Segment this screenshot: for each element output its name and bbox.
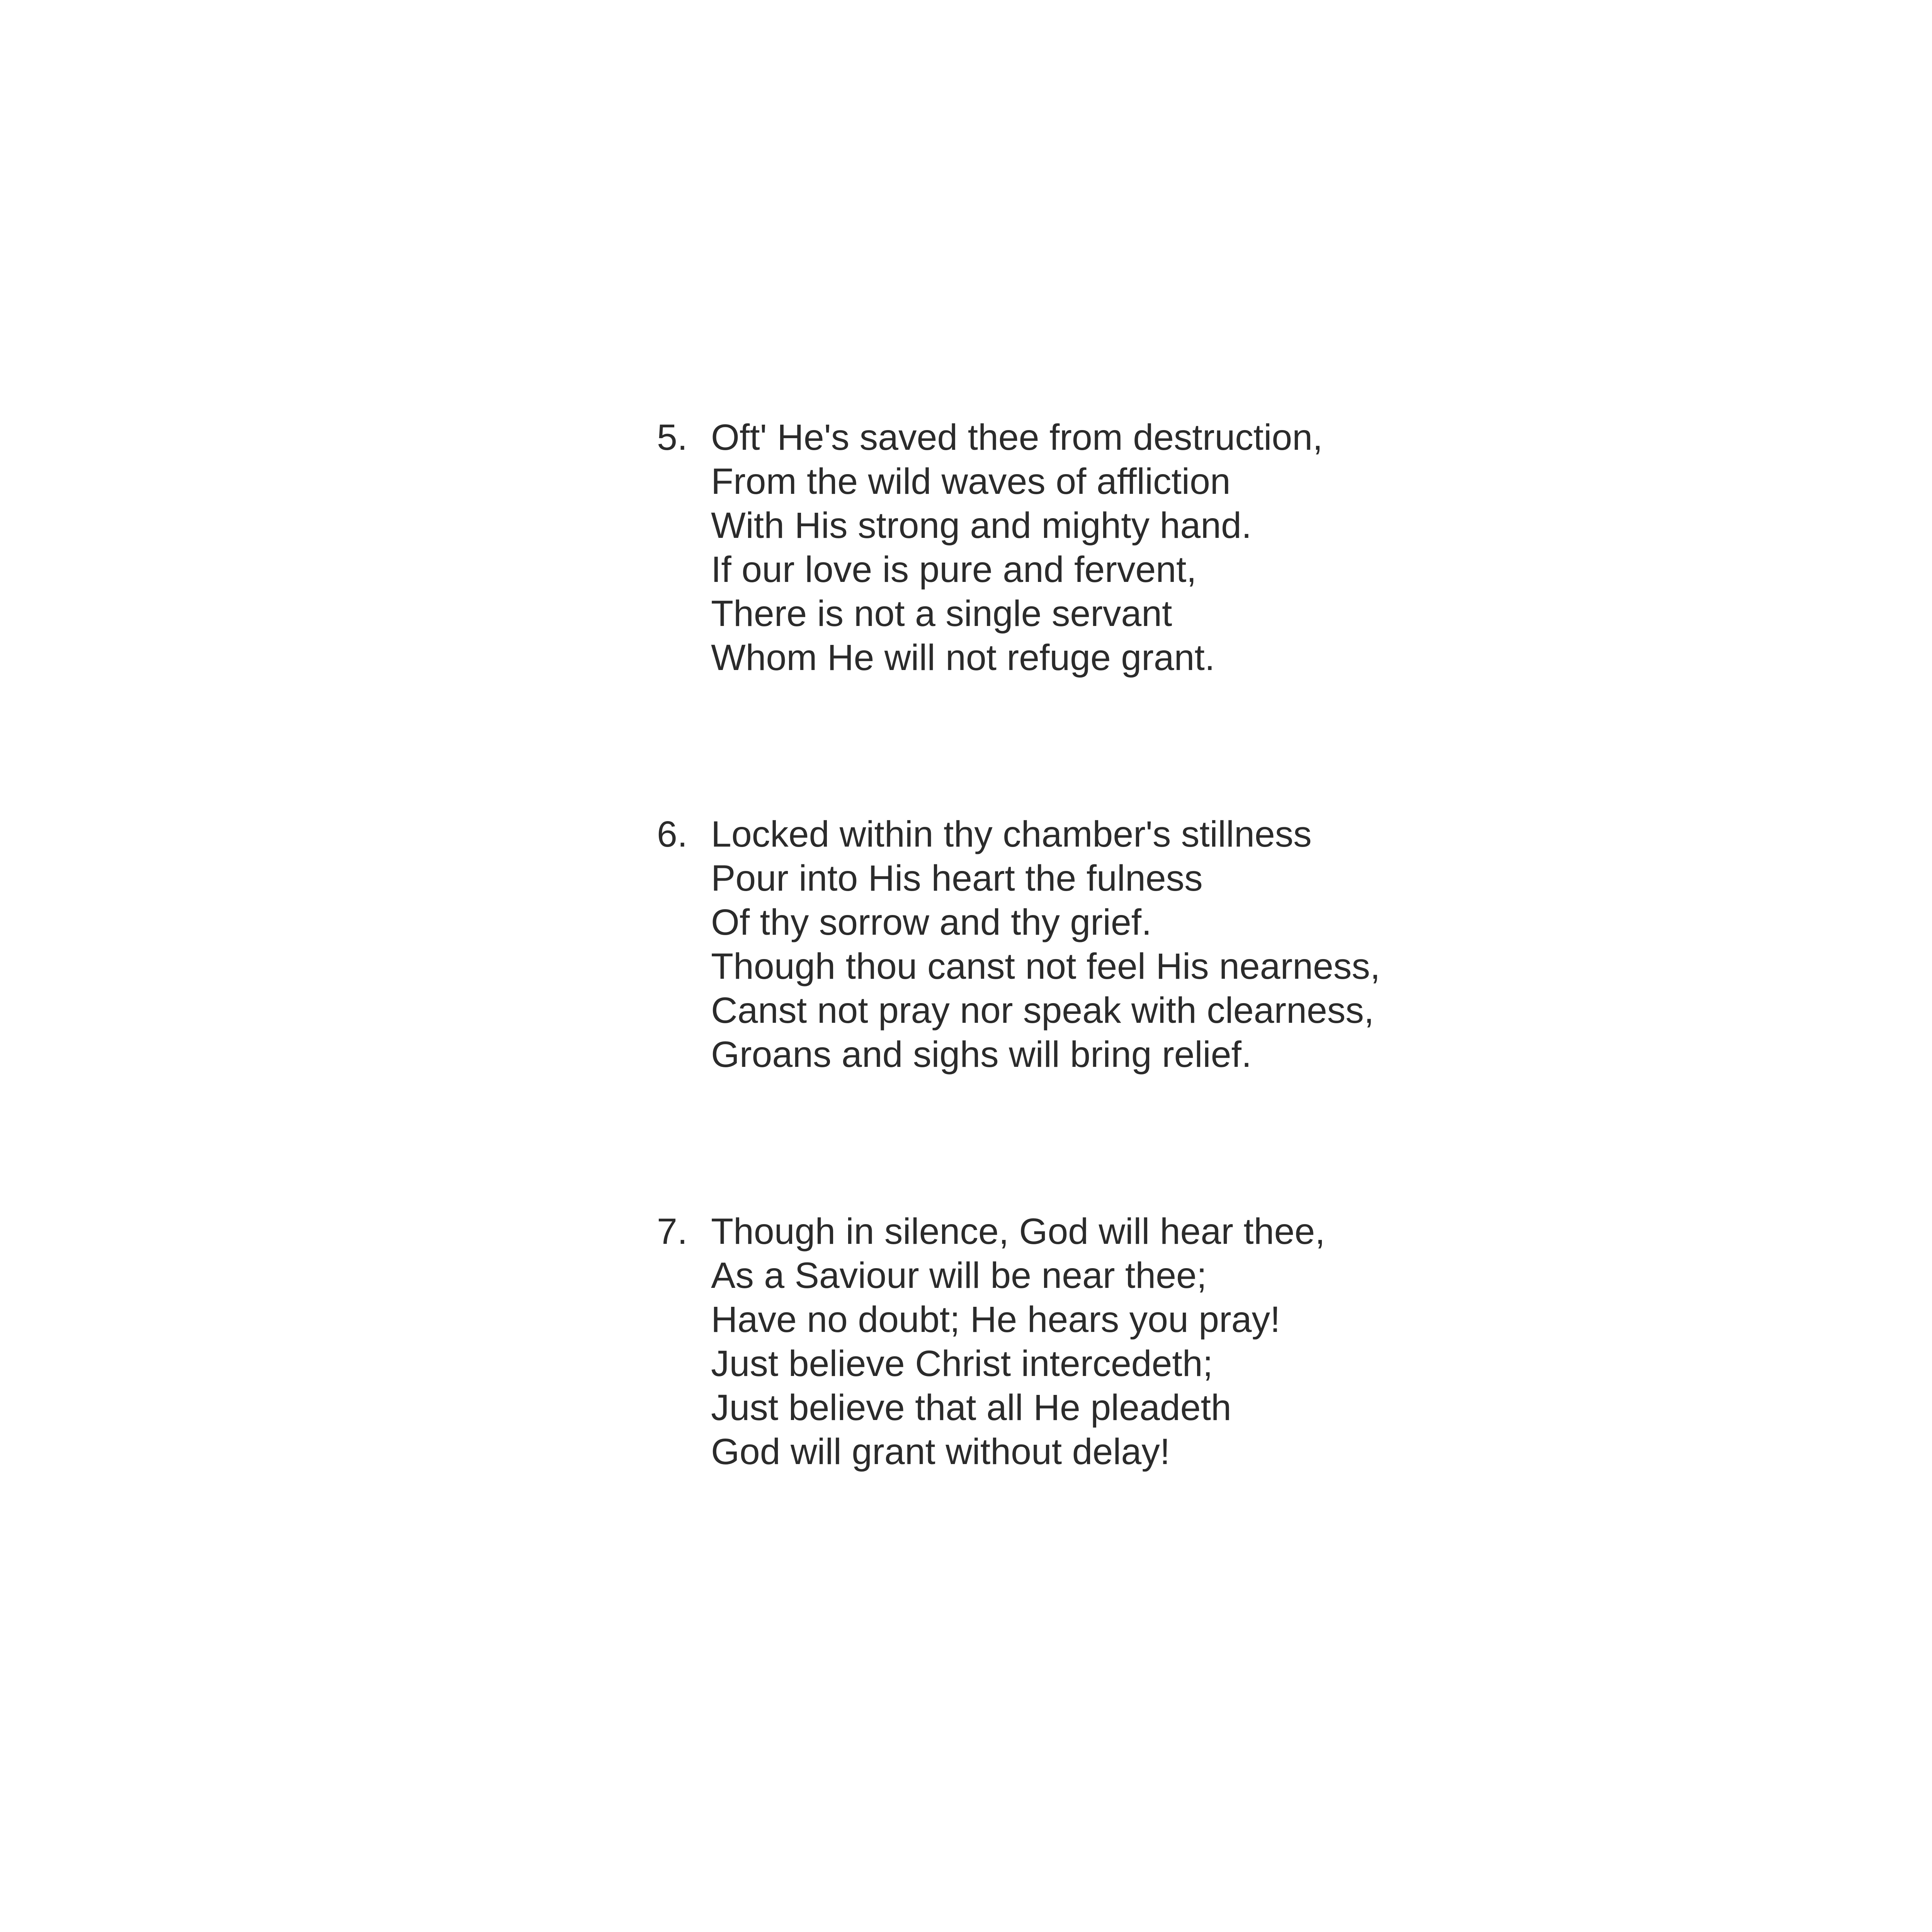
verse-line: Whom He will not refuge grant. bbox=[711, 637, 1215, 678]
verse-line: Locked within thy chamber's stillness bbox=[711, 814, 1312, 855]
verse-line: From the wild waves of affliction bbox=[711, 461, 1231, 502]
verse-line: Just believe that all He pleadeth bbox=[711, 1387, 1231, 1428]
verse-line: Have no doubt; He hears you pray! bbox=[711, 1299, 1281, 1340]
verse-line: God will grant without delay! bbox=[711, 1431, 1170, 1472]
verse-line: If our love is pure and fervent, bbox=[711, 549, 1197, 590]
verse-line: Just believe Christ intercedeth; bbox=[711, 1343, 1213, 1384]
verse-line: Of thy sorrow and thy grief. bbox=[711, 902, 1152, 943]
verse-line: Pour into His heart the fulness bbox=[711, 858, 1203, 899]
verse-line: Oft' He's saved thee from destruction, bbox=[711, 417, 1323, 458]
verse-number: 5. bbox=[657, 417, 688, 458]
verse-number: 7. bbox=[657, 1211, 688, 1252]
verse-line: Though thou canst not feel His nearness, bbox=[711, 946, 1381, 987]
verse-line: With His strong and mighty hand. bbox=[711, 505, 1252, 546]
verse-line: Though in silence, God will hear thee, bbox=[711, 1211, 1325, 1252]
stanza-lines bbox=[711, 812, 1600, 1077]
verse-line: As a Saviour will be near thee; bbox=[711, 1255, 1207, 1296]
stanza-lines bbox=[711, 1209, 1600, 1474]
verse-line: Canst not pray nor speak with clearness, bbox=[711, 990, 1374, 1031]
verse-line: There is not a single servant bbox=[711, 593, 1172, 634]
verse-number: 6. bbox=[657, 814, 688, 855]
stanza-lines bbox=[711, 415, 1600, 680]
verse-line: Groans and sighs will bring relief. bbox=[711, 1034, 1252, 1075]
